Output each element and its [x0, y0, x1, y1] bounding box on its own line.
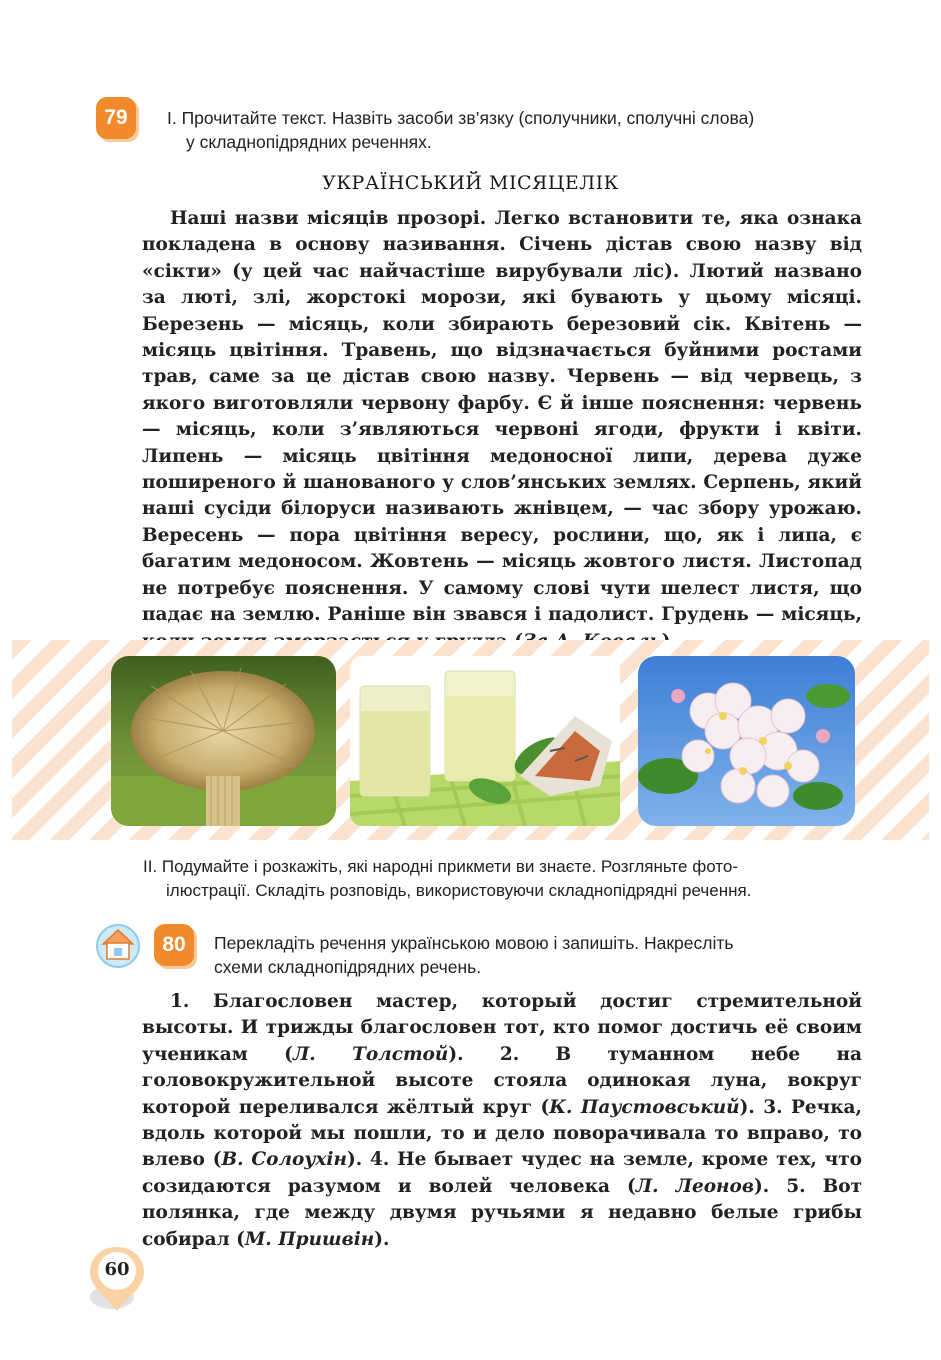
instruction-line: Перекладіть речення українською мовою і запишіть. Накресліть: [214, 933, 734, 953]
birch-sap-glasses-photo: [350, 656, 620, 826]
task-two-instruction: [143, 855, 883, 903]
sentence-text: 1. Благословен мастер, который достиг стремительной высоты. И трижды благословен тот, кто помог достичь её своим ученикам (: [142, 991, 862, 1065]
author-name: В. Солоухін: [221, 1149, 347, 1171]
sentence-text: ). 5. Вот полянка, где между двумя ручьями я недавно белые грибы собирал (: [142, 1175, 863, 1250]
exercise-instruction: [214, 931, 874, 979]
translation-text: [142, 989, 862, 1253]
exercise-number-badge: [96, 97, 136, 139]
instruction-line: схеми складнопідрядних речень.: [214, 957, 482, 977]
instruction-line: у складнопідрядних реченнях.: [186, 132, 432, 152]
exercise-number: 79: [104, 106, 128, 129]
home-task-icon: [94, 920, 142, 968]
sentence-text: ).: [374, 1228, 390, 1250]
author-name: М. Пришвін: [244, 1228, 375, 1250]
instruction-line: ілюстрації. Складіть розповідь, використовуючи складнопідрядні речення.: [166, 881, 752, 900]
page-number-marker: [88, 1245, 146, 1303]
exercise-instruction: [167, 106, 887, 154]
wheat-sheaf-photo: [111, 656, 336, 826]
exercise-number: 80: [162, 933, 186, 956]
reading-text-body: Наші назви місяців прозорі. Легко встановити те, яка ознака покладена в основу називання. Січень дістав свою назву від «сікти» (у цей час найчастіше вирубували ліс). Лютий названо за люті, злі, жорстокі морози, які бувають у цьому місяці. Березень — місяць, коли збирають березовий сік. Квітень — місяць цвітіння. Травень, що відзначається буйними ростами трав, саме за це дістав свою назву. Червень — від червець, з якого виготовляли червону фарбу. Є й інше пояснення: червень — місяць, коли з’являються червоні ягоди, фрукти і квіти. Липень — місяць цвітіння медоносної липи, дерева дуже поширеного й шанованого у слов’янських землях. Серпень, який наші сусіди білоруси називають жнівцем, — час збору урожаю. Вересень — пора цвітіння вересу, рослини, що, як і липа, є багатим медоносом. Жовтень — місяць жовтого листя. Листопад не потребує пояснення. У самому слові чути шелест листя, що падає на землю. Раніше він звався і падолист. Грудень — місяць,: [142, 208, 862, 626]
page-number: 60: [104, 1259, 130, 1280]
sentence-text: ). 2. В туманном небе на головокружительной высоте стояла одинокая луна, вокруг которой переливался жёлтый круг (: [142, 1043, 862, 1118]
exercise-number-badge: [154, 924, 194, 966]
author-name: Л. Леонов: [635, 1175, 755, 1197]
reading-text: [142, 206, 862, 655]
instruction-line: ІІ. Подумайте і розкажіть, які народні прикмети ви знаєте. Розгляньте фото-: [143, 857, 738, 876]
text-title: УКРАЇНСЬКИЙ МІСЯЦЕЛІК: [322, 172, 619, 194]
author-name: Л. Толстой: [292, 1043, 449, 1065]
author-name: К. Паустовський: [549, 1096, 740, 1118]
instruction-line: І. Прочитайте текст. Назвіть засоби зв’язку (сполучники, сполучні слова): [167, 108, 755, 128]
sentence-text: ). 3. Речка, вдоль которой мы пошли, то и дело поворачивала то вправо, то влево (: [142, 1096, 862, 1171]
sentence-text: ). 4. Не бывает чудес на земле, кроме тех, что созидаются разумом и волей человека (: [142, 1149, 862, 1197]
apple-blossom-photo: [638, 656, 855, 826]
